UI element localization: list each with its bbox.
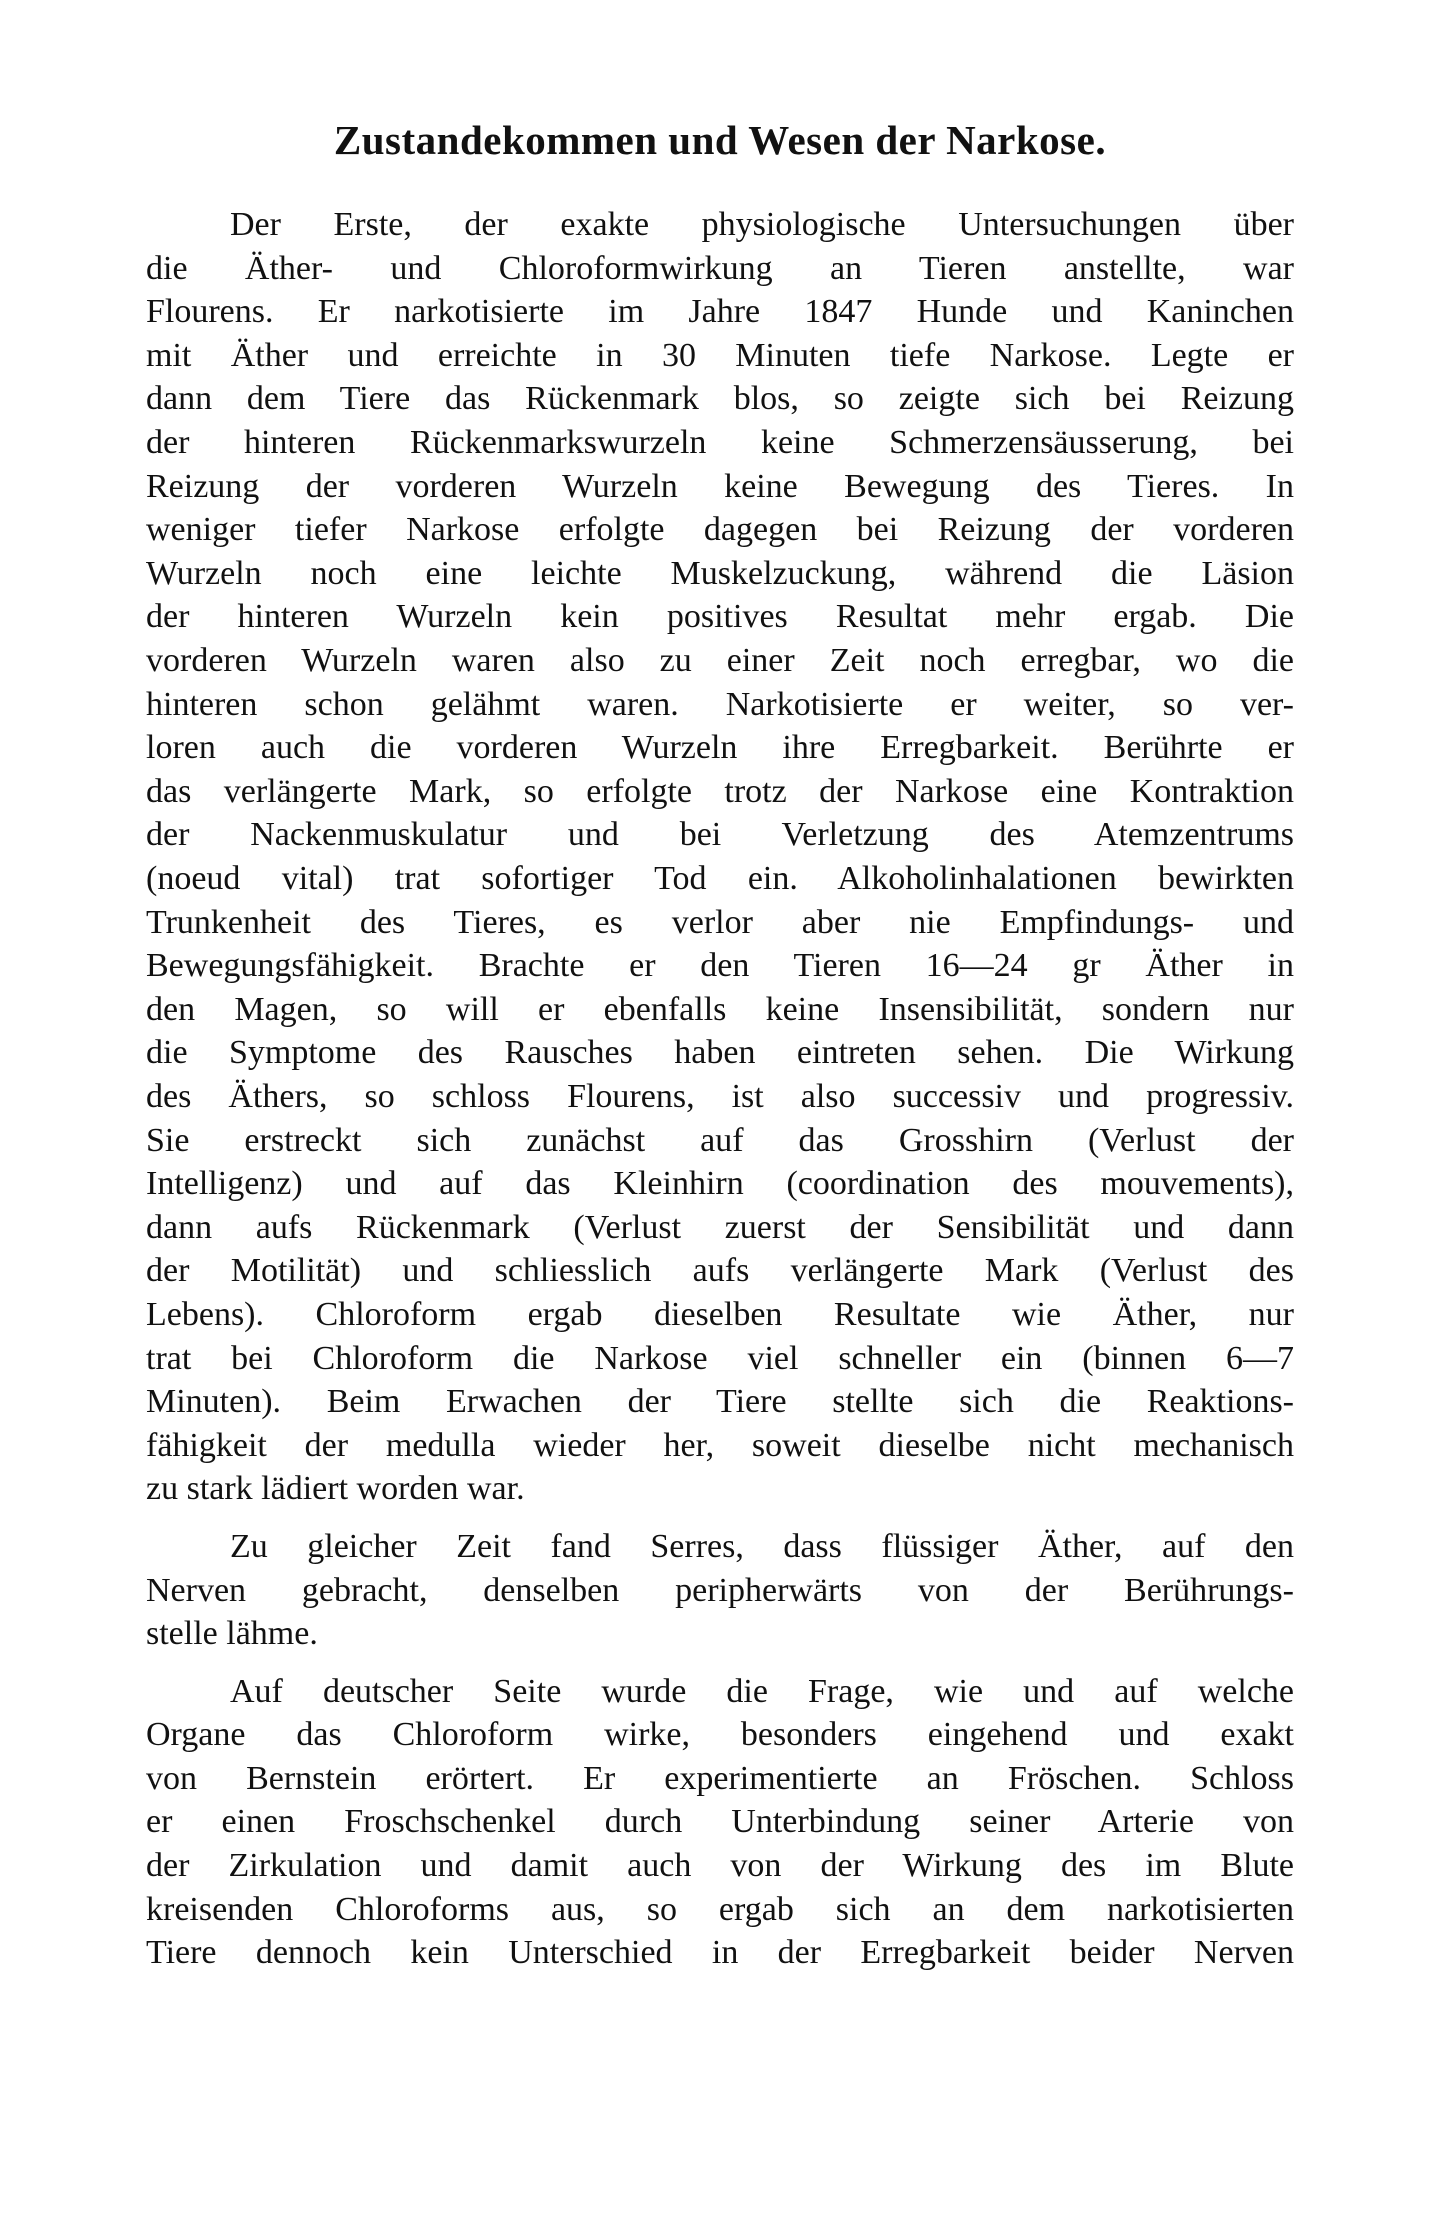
text-line: fähigkeit der medulla wieder her, soweit dieselbe nicht mechanisch	[146, 1426, 1294, 1464]
text-line: Tiere dennoch kein Unterschied in der Erregbarkeit beider Nerven	[146, 1934, 1294, 1972]
text-line: loren auch die vorderen Wurzeln ihre Erregbarkeit. Berührte er	[146, 729, 1294, 767]
paragraph-1	[146, 203, 1294, 1511]
text-line: Intelligenz) und auf das Kleinhirn (coordination des mouvements),	[146, 1165, 1294, 1203]
text-line: Minuten). Beim Erwachen der Tiere stellte sich die Reaktions-	[146, 1383, 1294, 1421]
text-line: Lebens). Chloroform ergab dieselben Resultate wie Äther, nur	[146, 1295, 1294, 1333]
text-line: Auf deutscher Seite wurde die Frage, wie und auf welche	[230, 1672, 1294, 1710]
text-line: Wurzeln noch eine leichte Muskelzuckung, während die Läsion	[146, 554, 1294, 592]
text-line: das verlängerte Mark, so erfolgte trotz der Narkose eine Kontraktion	[146, 772, 1294, 810]
text-line: den Magen, so will er ebenfalls keine Insensibilität, sondern nur	[146, 990, 1294, 1028]
text-line: Nerven gebracht, denselben peripherwärts von der Berührungs-	[146, 1571, 1294, 1609]
text-line: hinteren schon gelähmt waren. Narkotisierte er weiter, so ver-	[146, 685, 1294, 723]
text-line: die Symptome des Rausches haben eintreten sehen. Die Wirkung	[146, 1034, 1294, 1072]
text-line: die Äther- und Chloroformwirkung an Tieren anstellte, war	[146, 249, 1294, 287]
text-line: zu stark lädiert worden war.	[146, 1470, 525, 1508]
text-line: Flourens. Er narkotisierte im Jahre 1847 Hunde und Kaninchen	[146, 293, 1294, 331]
text-line: (noeud vital) trat sofortiger Tod ein. Alkoholinhalationen bewirkten	[146, 860, 1294, 897]
text-line: er einen Froschschenkel durch Unterbindung seiner Arterie von	[146, 1803, 1294, 1841]
text-line: vorderen Wurzeln waren also zu einer Zeit noch erregbar, wo die	[146, 642, 1294, 680]
text-line: mit Äther und erreichte in 30 Minuten tiefe Narkose. Legte er	[146, 336, 1294, 374]
text-line: Sie erstreckt sich zunächst auf das Grosshirn (Verlust der	[146, 1121, 1294, 1159]
text-line: Bewegungsfähigkeit. Brachte er den Tieren 16—24 gr Äther in	[146, 947, 1294, 985]
chapter-title: Zustandekommen und Wesen der Narkose.	[333, 117, 1107, 163]
text-line: trat bei Chloroform die Narkose viel schneller ein (binnen 6—7	[146, 1339, 1294, 1377]
text-line: stelle lähme.	[146, 1615, 318, 1653]
text-line: dann dem Tiere das Rückenmark blos, so zeigte sich bei Reizung	[146, 380, 1294, 418]
text-line: Trunkenheit des Tieres, es verlor aber nie Empfindungs- und	[146, 903, 1294, 941]
paragraph-2	[146, 1525, 1294, 1656]
text-line: der Zirkulation und damit auch von der Wirkung des im Blute	[146, 1847, 1294, 1885]
text-line: der Nackenmuskulatur und bei Verletzung des Atemzentrums	[146, 816, 1294, 854]
text-line: Reizung der vorderen Wurzeln keine Bewegung des Tieres. In	[146, 467, 1294, 505]
text-line: dann aufs Rückenmark (Verlust zuerst der Sensibilität und dann	[146, 1208, 1294, 1246]
text-line: der Motilität) und schliesslich aufs verlängerte Mark (Verlust des	[146, 1252, 1294, 1290]
text-line: der hinteren Wurzeln kein positives Resultat mehr ergab. Die	[146, 598, 1294, 636]
text-line: kreisenden Chloroforms aus, so ergab sich an dem narkotisierten	[146, 1890, 1294, 1928]
text-line: Zu gleicher Zeit fand Serres, dass flüssiger Äther, auf den	[230, 1527, 1294, 1565]
paragraph-3	[146, 1670, 1294, 1975]
text-line: der hinteren Rückenmarkswurzeln keine Schmerzensäusserung, bei	[146, 424, 1294, 462]
text-line: Organe das Chloroform wirke, besonders eingehend und exakt	[146, 1716, 1294, 1754]
text-line: weniger tiefer Narkose erfolgte dagegen bei Reizung der vorderen	[146, 511, 1294, 549]
book-page	[146, 118, 1294, 1989]
text-line: von Bernstein erörtert. Er experimentierte an Fröschen. Schloss	[146, 1759, 1294, 1797]
text-line: des Äthers, so schloss Flourens, ist also successiv und progressiv.	[146, 1077, 1294, 1115]
text-line: Der Erste, der exakte physiologische Untersuchungen über	[230, 206, 1294, 244]
